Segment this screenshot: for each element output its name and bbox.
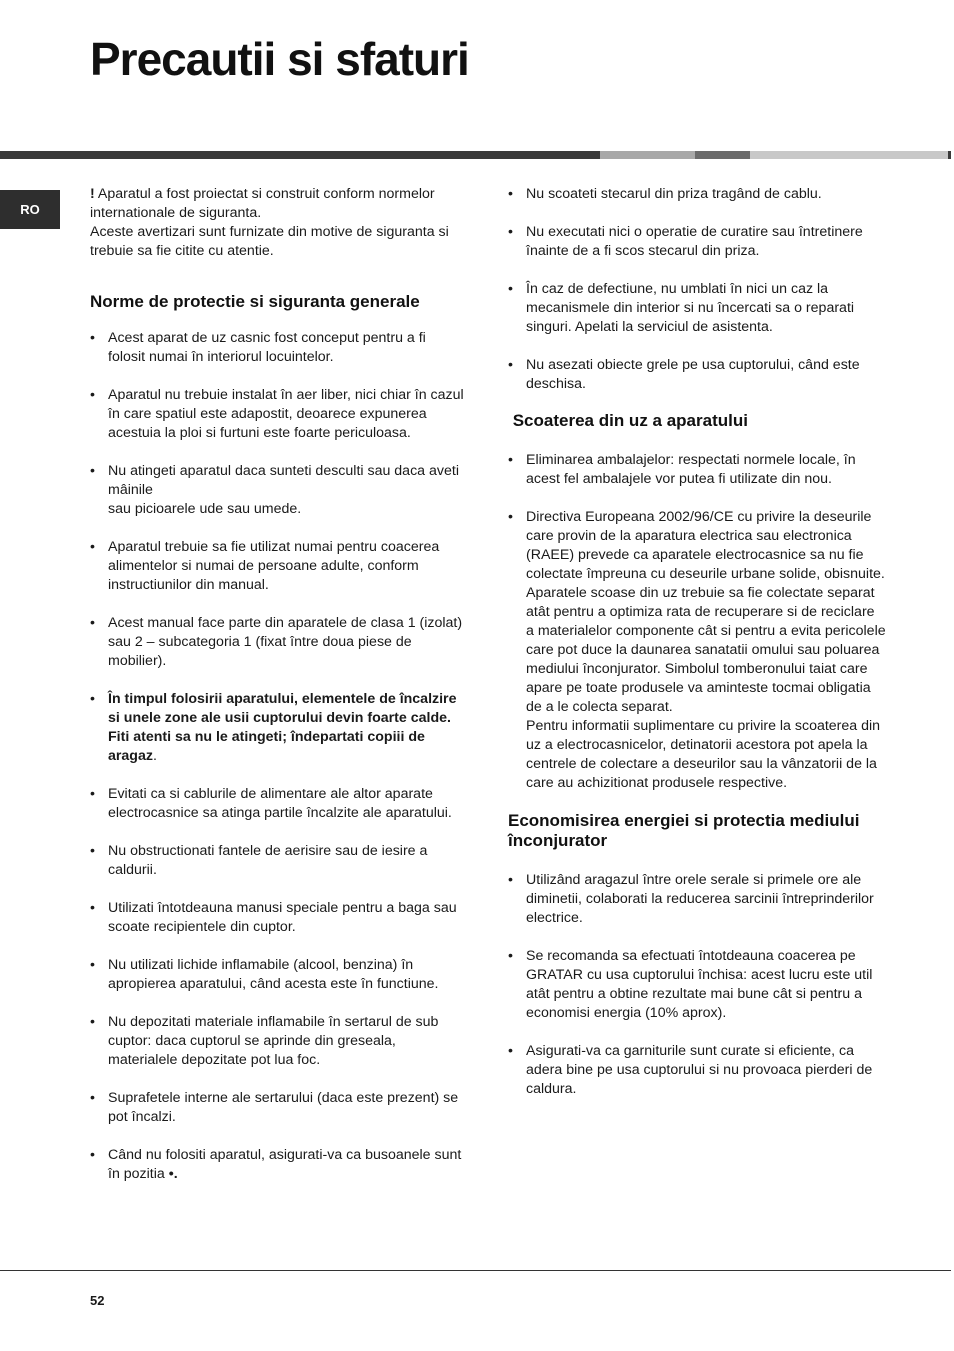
list-item: • Când nu folositi aparatul, asigurati-va ca busoanele sunt în pozitia •. [90, 1147, 462, 1182]
list-item: • Aparatul trebuie sa fie utilizat numai pentru coacerea alimentelor si numai de persoane adulte, conform instructiunilor din manual. [90, 539, 440, 593]
list-item: • Nu obstructionati fantele de aerisire sau de iesire a caldurii. [90, 843, 428, 878]
disposal-list [508, 451, 886, 793]
off-position-symbol: •. [168, 1166, 178, 1182]
list-item: • Se recomanda sa efectuati întotdeauna coacerea pe GRATAR cu usa cuptorului închisa: acest lucru este util atât pentru a obtine rezultate mai bune cât si pentru a economisi energia (10% aprox). [508, 948, 873, 1021]
list-item: • Directiva Europeana 2002/96/CE cu privire la deseurile care provin de la aparatura electrica sau electronica (RAEE) prevede ca aparatele electrocasnice sa nu fie colectate împreuna cu deseurile urbane solide, obisnuite. Aparatele scoase din uz trebuie sa fie colectate separat atât pentru a optimiza rata de recuperare si de reciclare a materialelor componente cât si pentru a evita pericolele care pot duce la daunarea sanatatii omului sau poluarea mediului înconjurator. Simbolul tomberonului taiat care apare pe toate produsele va aminteste tocmai obligatia de a le colecta separat. Pentru informatii suplimentare cu privire la scoaterea din uz a electrocasnicelor, detinatorii acestora pot apela la centrele de colectare a deseurilor sau la vânzatorii de la care au achizitionat produsele respective. [508, 509, 886, 791]
header-rule-mid [695, 151, 750, 159]
section-heading-safety: Norme de protectie si siguranta generale [90, 292, 420, 311]
list-item: • Acest aparat de uz casnic fost conceput pentru a fi folosit numai în interiorul locuintelor. [90, 330, 426, 365]
energy-list [508, 871, 886, 1099]
list-item: • Evitati ca si cablurile de alimentare ale altor aparate electrocasnice sa atinga partile încalzite ale aparatului. [90, 786, 452, 821]
header-rule-dark [0, 151, 600, 159]
list-item: • Nu executati nici o operatie de curatire sau întretinere înainte de a fi scos stecarul din priza. [508, 224, 863, 259]
list-item: • Nu scoateti stecarul din priza tragând de cablu. [508, 186, 822, 202]
right-column [508, 185, 886, 1099]
list-item-bold-warning: • În timpul folosirii aparatului, elementele de încalzire si unele zone ale usii cuptorului devin foarte calde. Fiti atenti sa nu le atingeti; îndepartati copiii de aragaz. [90, 691, 457, 764]
list-item: • Utilizati întotdeauna manusi speciale pentru a baga sau scoate recipientele din cuptor. [90, 900, 457, 935]
list-item: • În caz de defectiune, nu umblati în nici un caz la mecanismele din interior si nu încercati sa o reparati singuri. Apelati la serviciul de asistenta. [508, 281, 855, 335]
list-item: • Nu utilizati lichide inflamabile (alcool, benzina) în apropierea aparatului, când acesta este în functiune. [90, 957, 439, 992]
list-item: • Aparatul nu trebuie instalat în aer liber, nici chiar în cazul în care spatiul este adapostit, deoarece expunerea acestuia la ploi si furtuni este foarte periculoasa. [90, 387, 464, 441]
intro-text-2: Aceste avertizari sunt furnizate din motive de siguranta si trebuie sa fie citite cu atentie. [90, 224, 449, 259]
list-item: • Nu asezati obiecte grele pe usa cuptorului, când este deschisa. [508, 357, 860, 392]
list-item: • Nu atingeti aparatul daca sunteti desculti sau daca aveti mâinile sau picioarele ude sau umede. [90, 463, 459, 517]
page-number: 52 [90, 1293, 105, 1308]
list-item: • Acest manual face parte din aparatele de clasa 1 (izolat) sau 2 – subcategoria 1 (fixat între doua piese de mobilier). [90, 615, 463, 669]
footer-divider [0, 1270, 951, 1271]
disposal-extra: Pentru informatii suplimentare cu privire la scoaterea din uz a electrocasnicelor, detinatorii acestora pot apela la centrele de colectare a deseurilor sau la vânzatorii de la care au achizitionat produsele respective. [526, 718, 881, 791]
list-item: • Nu depozitati materiale inflamabile în sertarul de sub cuptor: daca cuptorul se aprinde din greseala, materialele depozitate pot lua foc. [90, 1014, 439, 1068]
intro-text: Aparatul a fost proiectat si construit conform normelor internationale de siguranta. [90, 186, 435, 221]
section-heading-disposal: Scoaterea din uz a aparatului [508, 411, 748, 430]
header-rule-pale [750, 151, 948, 159]
safety-list [90, 329, 466, 1184]
intro-paragraph [90, 185, 466, 261]
list-item: • Suprafetele interne ale sertarului (daca este prezent) se pot încalzi. [90, 1090, 459, 1125]
left-column [90, 185, 466, 1184]
language-tab: RO [0, 190, 60, 229]
page-title: Precautii si sfaturi [90, 33, 469, 85]
warning-mark: ! [90, 186, 95, 202]
section-heading-energy: Economisirea energiei si protectia mediului înconjurator [508, 811, 860, 850]
list-item: • Asigurati-va ca garniturile sunt curate si eficiente, ca adera bine pe usa cuptorului si nu provoaca pierderi de caldura. [508, 1043, 873, 1097]
header-rule-light [600, 151, 695, 159]
safety-list-continued [508, 185, 886, 394]
header-rule-end [948, 151, 951, 159]
list-item: • Utilizând aragazul între orele serale si primele ore ale diminetii, colaborati la reducerea sarcinii întreprinderilor electrice. [508, 872, 874, 926]
list-item: • Eliminarea ambalajelor: respectati normele locale, în acest fel ambalajele vor putea fi utilizate din nou. [508, 452, 856, 487]
